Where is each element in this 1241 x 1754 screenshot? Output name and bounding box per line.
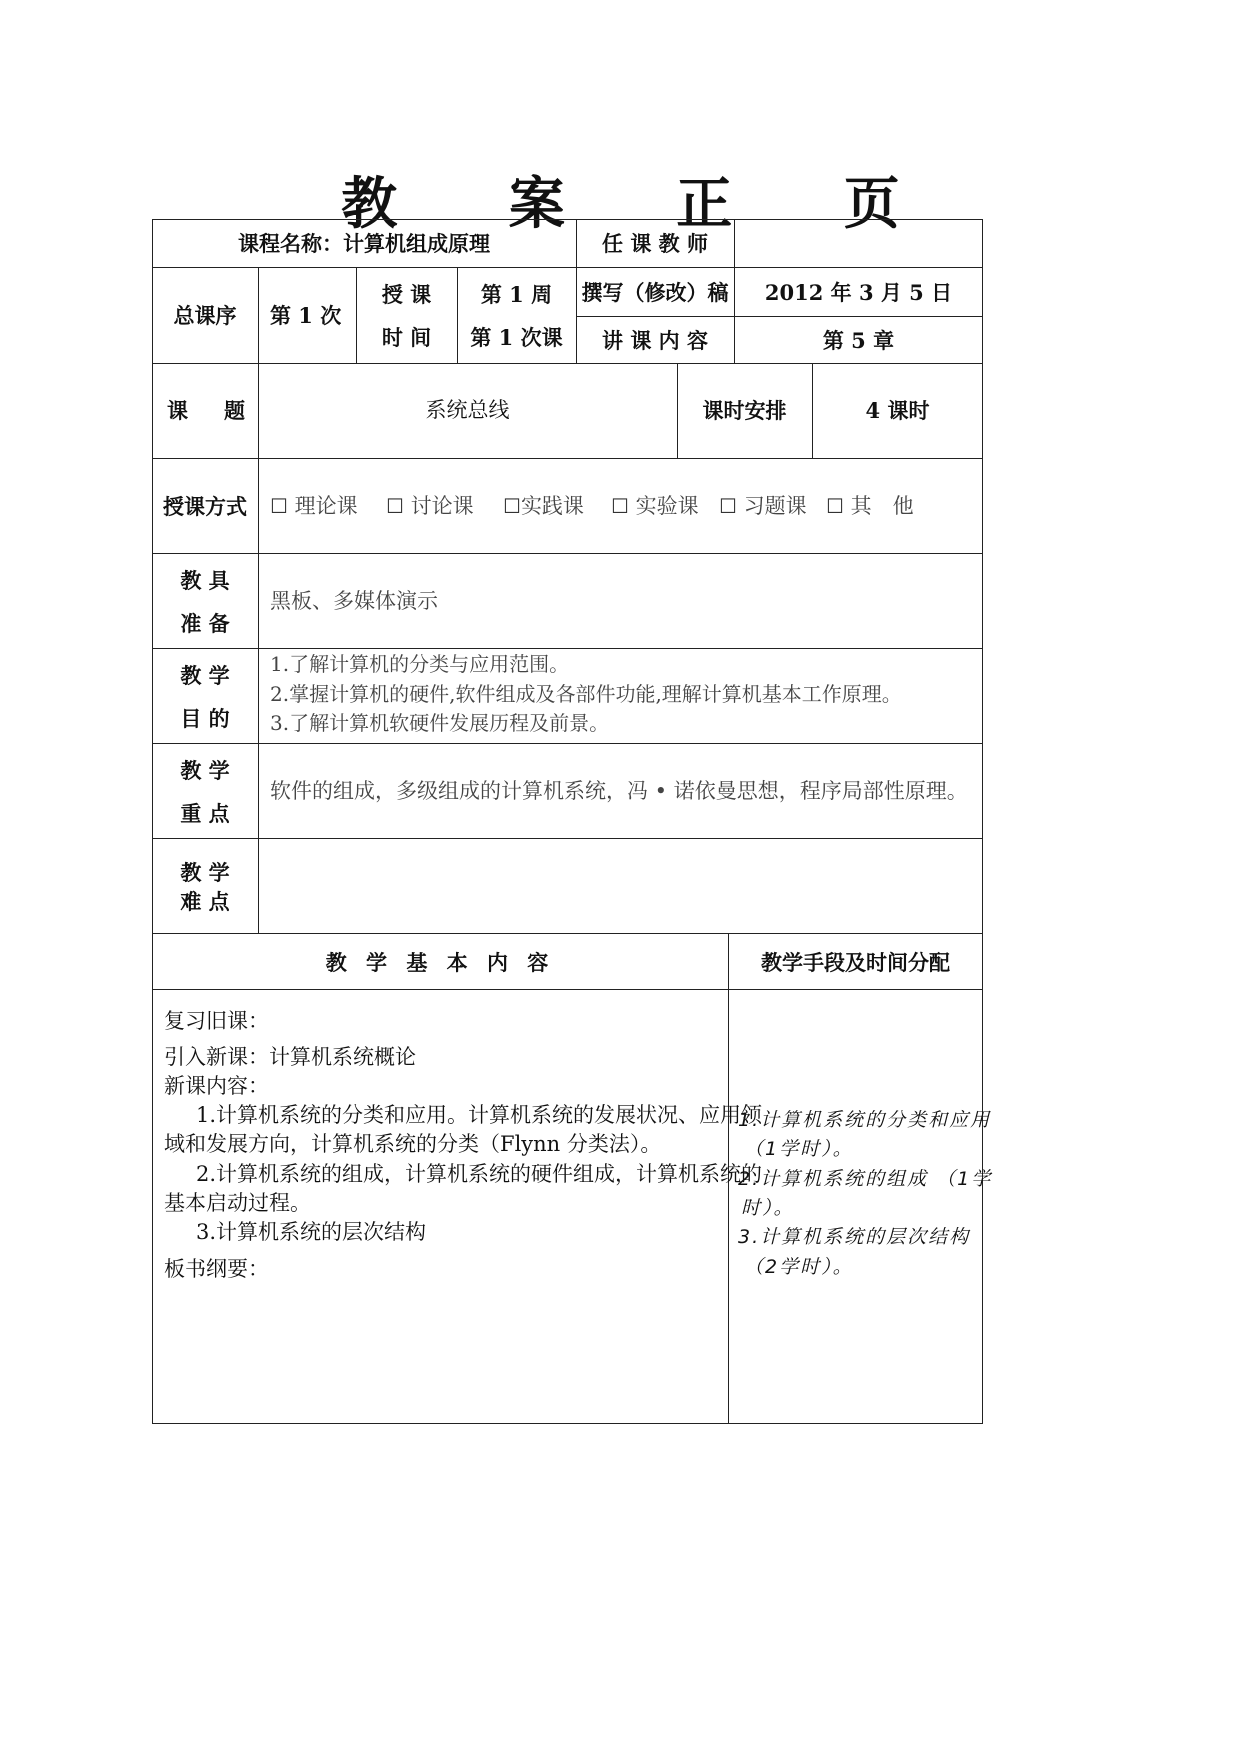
goals-label-2: 目 的 bbox=[180, 706, 230, 731]
time-allocation-line: 时）。 bbox=[741, 1197, 795, 1219]
intro-heading: 引入新课：计算机系统概论 bbox=[164, 1045, 416, 1069]
method-option-experiment[interactable]: ☐ 实验课 bbox=[611, 494, 699, 518]
key-points-value: 软件的组成，多级组成的计算机系统，冯 • 诺依曼思想，程序局部性原理。 bbox=[270, 779, 968, 803]
row-divider bbox=[576, 316, 983, 317]
chapter-value: 第 5 章 bbox=[822, 328, 895, 353]
time-allocation-line: 2.计算机系统的组成 （1学 bbox=[738, 1168, 993, 1190]
checkbox-icon[interactable]: ☐ bbox=[503, 494, 521, 518]
tools-label-2: 准 备 bbox=[180, 611, 230, 636]
key-points-label-1: 教 学 bbox=[180, 758, 230, 783]
content-line: 2.计算机系统的组成，计算机系统的硬件组成，计算机系统的 bbox=[196, 1162, 763, 1186]
new-content-heading: 新课内容： bbox=[164, 1074, 269, 1098]
row-divider bbox=[152, 933, 983, 934]
content-line: 域和发展方向，计算机系统的分类（Flynn 分类法）。 bbox=[164, 1132, 662, 1156]
row-divider bbox=[152, 838, 983, 839]
col-divider bbox=[258, 267, 259, 933]
goal-item: 3.了解计算机软硬件发展历程及前景。 bbox=[270, 711, 610, 735]
page-title: 教 案 正 页 bbox=[341, 171, 946, 237]
lecture-time-label-1: 授 课 bbox=[381, 282, 432, 307]
draft-date: 2012 年 3 月 5 日 bbox=[764, 280, 953, 305]
row-divider bbox=[152, 267, 983, 268]
week-value: 第 1 周 bbox=[480, 282, 553, 307]
goal-item: 1.了解计算机的分类与应用范围。 bbox=[270, 652, 570, 676]
content-line: 基本启动过程。 bbox=[164, 1191, 311, 1215]
method-option-theory[interactable]: ☐ 理论课 bbox=[270, 494, 358, 518]
review-heading: 复习旧课： bbox=[164, 1009, 269, 1033]
row-divider bbox=[152, 648, 983, 649]
content-header-left: 教 学 基 本 内 容 bbox=[325, 950, 555, 975]
time-allocation-line: （2学时）。 bbox=[744, 1256, 854, 1278]
time-allocation-line: 1.计算机系统的分类和应用 bbox=[738, 1109, 992, 1131]
method-option-practice[interactable]: ☐实践课 bbox=[503, 494, 584, 518]
lecture-time-label-2: 时 间 bbox=[381, 325, 432, 350]
difficulties-label-2: 难 点 bbox=[180, 889, 230, 914]
checkbox-icon[interactable]: ☐ bbox=[719, 494, 737, 518]
lesson-value: 第 1 次课 bbox=[470, 325, 563, 350]
row-divider bbox=[152, 989, 983, 990]
topic-label: 课 bbox=[167, 398, 188, 423]
row-divider bbox=[152, 553, 983, 554]
hours-value: 4 课时 bbox=[865, 398, 930, 423]
tools-value: 黑板、多媒体演示 bbox=[270, 589, 438, 613]
content-line: 1.计算机系统的分类和应用。计算机系统的发展状况、应用领 bbox=[196, 1103, 763, 1127]
goals-label-1: 教 学 bbox=[180, 663, 230, 688]
tools-label-1: 教 具 bbox=[180, 568, 230, 593]
lecture-content-label: 讲 课 内 容 bbox=[602, 328, 708, 353]
checkbox-icon[interactable]: ☐ bbox=[270, 494, 288, 518]
method-option-discussion[interactable]: ☐ 讨论课 bbox=[386, 494, 474, 518]
teacher-label: 任 课 教 师 bbox=[602, 231, 708, 256]
time-allocation-line: 3.计算机系统的层次结构 bbox=[738, 1226, 971, 1248]
content-header-right: 教学手段及时间分配 bbox=[761, 950, 950, 975]
checkbox-icon[interactable]: ☐ bbox=[826, 494, 844, 518]
checkbox-icon[interactable]: ☐ bbox=[386, 494, 404, 518]
total-sequence-value: 第 1 次 bbox=[270, 303, 342, 328]
checkbox-icon[interactable]: ☐ bbox=[611, 494, 629, 518]
hours-label: 课时安排 bbox=[702, 398, 787, 423]
time-allocation-line: （1学时）。 bbox=[744, 1138, 854, 1160]
row-divider bbox=[152, 743, 983, 744]
course-name: 课程名称：计算机组成原理 bbox=[238, 231, 490, 256]
row-divider bbox=[152, 458, 983, 459]
board-outline-heading: 板书纲要： bbox=[164, 1257, 269, 1281]
content-line: 3.计算机系统的层次结构 bbox=[196, 1220, 427, 1244]
key-points-label-2: 重 点 bbox=[180, 801, 230, 826]
draft-label: 撰写（修改）稿 bbox=[581, 280, 729, 305]
goal-item: 2.掌握计算机的硬件,软件组成及各部件功能,理解计算机基本工作原理。 bbox=[270, 682, 902, 706]
difficulties-label-1: 教 学 bbox=[180, 860, 230, 885]
total-sequence-label: 总课序 bbox=[173, 303, 237, 328]
method-option-exercise[interactable]: ☐ 习题课 bbox=[719, 494, 807, 518]
method-option-other[interactable]: ☐ 其 他 bbox=[826, 494, 914, 518]
methods-label: 授课方式 bbox=[163, 494, 247, 519]
topic-value: 系统总线 bbox=[425, 398, 510, 422]
topic-label: 题 bbox=[224, 398, 245, 423]
row-divider bbox=[152, 363, 983, 364]
